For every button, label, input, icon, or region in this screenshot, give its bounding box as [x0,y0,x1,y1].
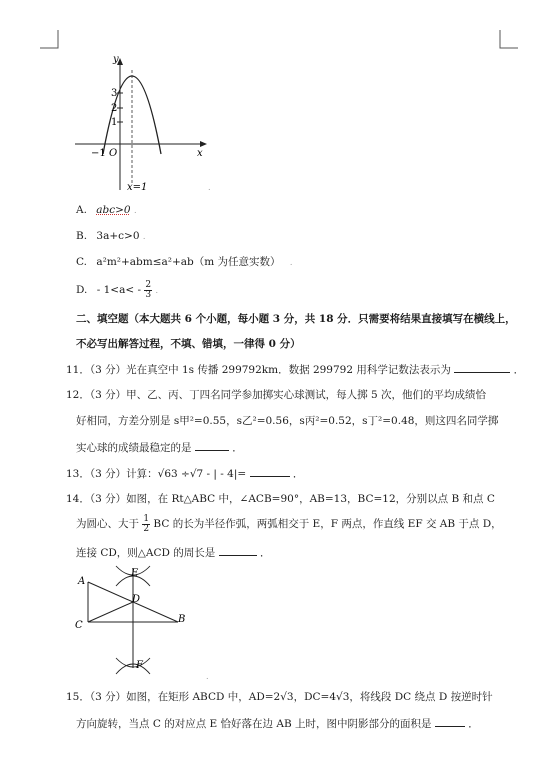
q12-answer-blank [195,440,229,451]
x-tick-neg1: −1 [91,148,106,159]
origin-label: O [109,148,118,159]
y-tick-1: 1 [111,117,118,128]
parabola-graph [75,50,225,195]
option-d-text: - 1<a< - [96,284,142,296]
option-c-letter: C. [76,256,87,268]
option-b: B. 3a+c>0 . [76,230,146,242]
point-e-label: E [131,568,139,579]
q15-answer-blank [435,716,465,727]
crop-mark-top-right [494,30,518,54]
q11-text: 11．（3 分）光在真空中 1s 传播 299792km．数据 299792 用科学记数法表示为 [66,364,451,376]
option-b-letter: B. [76,230,88,242]
option-a-letter: A. [76,204,87,216]
point-b-label: B [178,614,186,625]
q11-answer-blank [454,362,510,373]
q14-line2: 为圆心、大于 $\frac{1}{2}$ BC 的长为半径作弧，两弧相交于 E，F 两点，作直线 EF 交 AB 于点 D， [76,513,502,534]
q15-line1: 15．（3 分）如图，在矩形 ABCD 中，AD=2√3，DC=4√3，将线段 DC 绕点 D 按逆时针 [66,691,493,703]
option-a: A. abc>0 . [76,204,137,216]
option-c: C. a²m²+abm≤a²+ab（m 为任意实数） . [76,256,293,268]
option-d-fraction [144,281,152,300]
q14-fraction: $\frac{1}{2}$ [143,513,150,534]
y-axis-label: y [113,54,119,65]
option-d-frac-den: 3 [145,289,152,300]
option-b-text: 3a+c>0 [96,230,140,242]
q12-line1: 12．（3 分）甲、乙、丙、丁四名同学参加掷实心球测试，每人掷 5 次，他们的平均成绩恰 [66,389,486,401]
option-c-text: a²m²+abm≤a²+ab（m 为任意实数） [96,256,281,268]
q15-line2: 方向旋转，当点 C 的对应点 E 恰好落在边 AB 上时，图中阴影部分的面积是 ． [76,718,479,730]
q14-line1: 14．（3 分）如图，在 Rt△ABC 中，∠ACB=90°，AB=13，BC=12，分别以点 B 和点 C [66,493,495,505]
point-d-label: D [132,594,141,605]
crop-mark-top-left [40,30,64,54]
q14-answer-blank [219,545,257,556]
question-11: 11．（3 分）光在真空中 1s 传播 299792km．数据 299792 用科学记数法表示为 ． [66,364,525,376]
question-13: 13．（3 分）计算：√63 ÷√7 - | - 4|= ． [66,468,304,480]
y-tick-3: 3 [111,88,118,99]
point-c-label: C [75,620,83,631]
option-d-frac-num: 2 [145,279,152,290]
option-a-text: abc>0 [96,204,131,216]
section-header-line2: 不必写出解答过程，不填、错填，一律得 0 分） [76,338,301,350]
point-a-label: A [78,576,86,587]
option-d-letter: D. [76,284,88,296]
section-header-line1: 二、填空题（本大题共 6 个小题，每小题 3 分，共 18 分．只需要将结果直接填写在横线上， [76,313,516,325]
x-axis-label: x [197,148,203,159]
q13-answer-blank [250,466,290,477]
point-f-label: F [136,660,143,671]
y-tick-2: 2 [111,103,118,114]
q12-line2: 好相同，方差分别是 s甲²=0.55，s乙²=0.56，s丙²=0.52，s丁²=0.48，则这四名同学掷 [76,415,499,427]
triangle-figure [72,562,202,680]
axis-of-symmetry-label: x=1 [127,182,148,193]
q12-line3: 实心球的成绩最稳定的是 ． [76,442,243,454]
q14-line3: 连接 CD，则△ACD 的周长是 ． [76,547,271,559]
option-d: D. - 1<a< - $\frac{2}{3}$ . [76,279,159,300]
